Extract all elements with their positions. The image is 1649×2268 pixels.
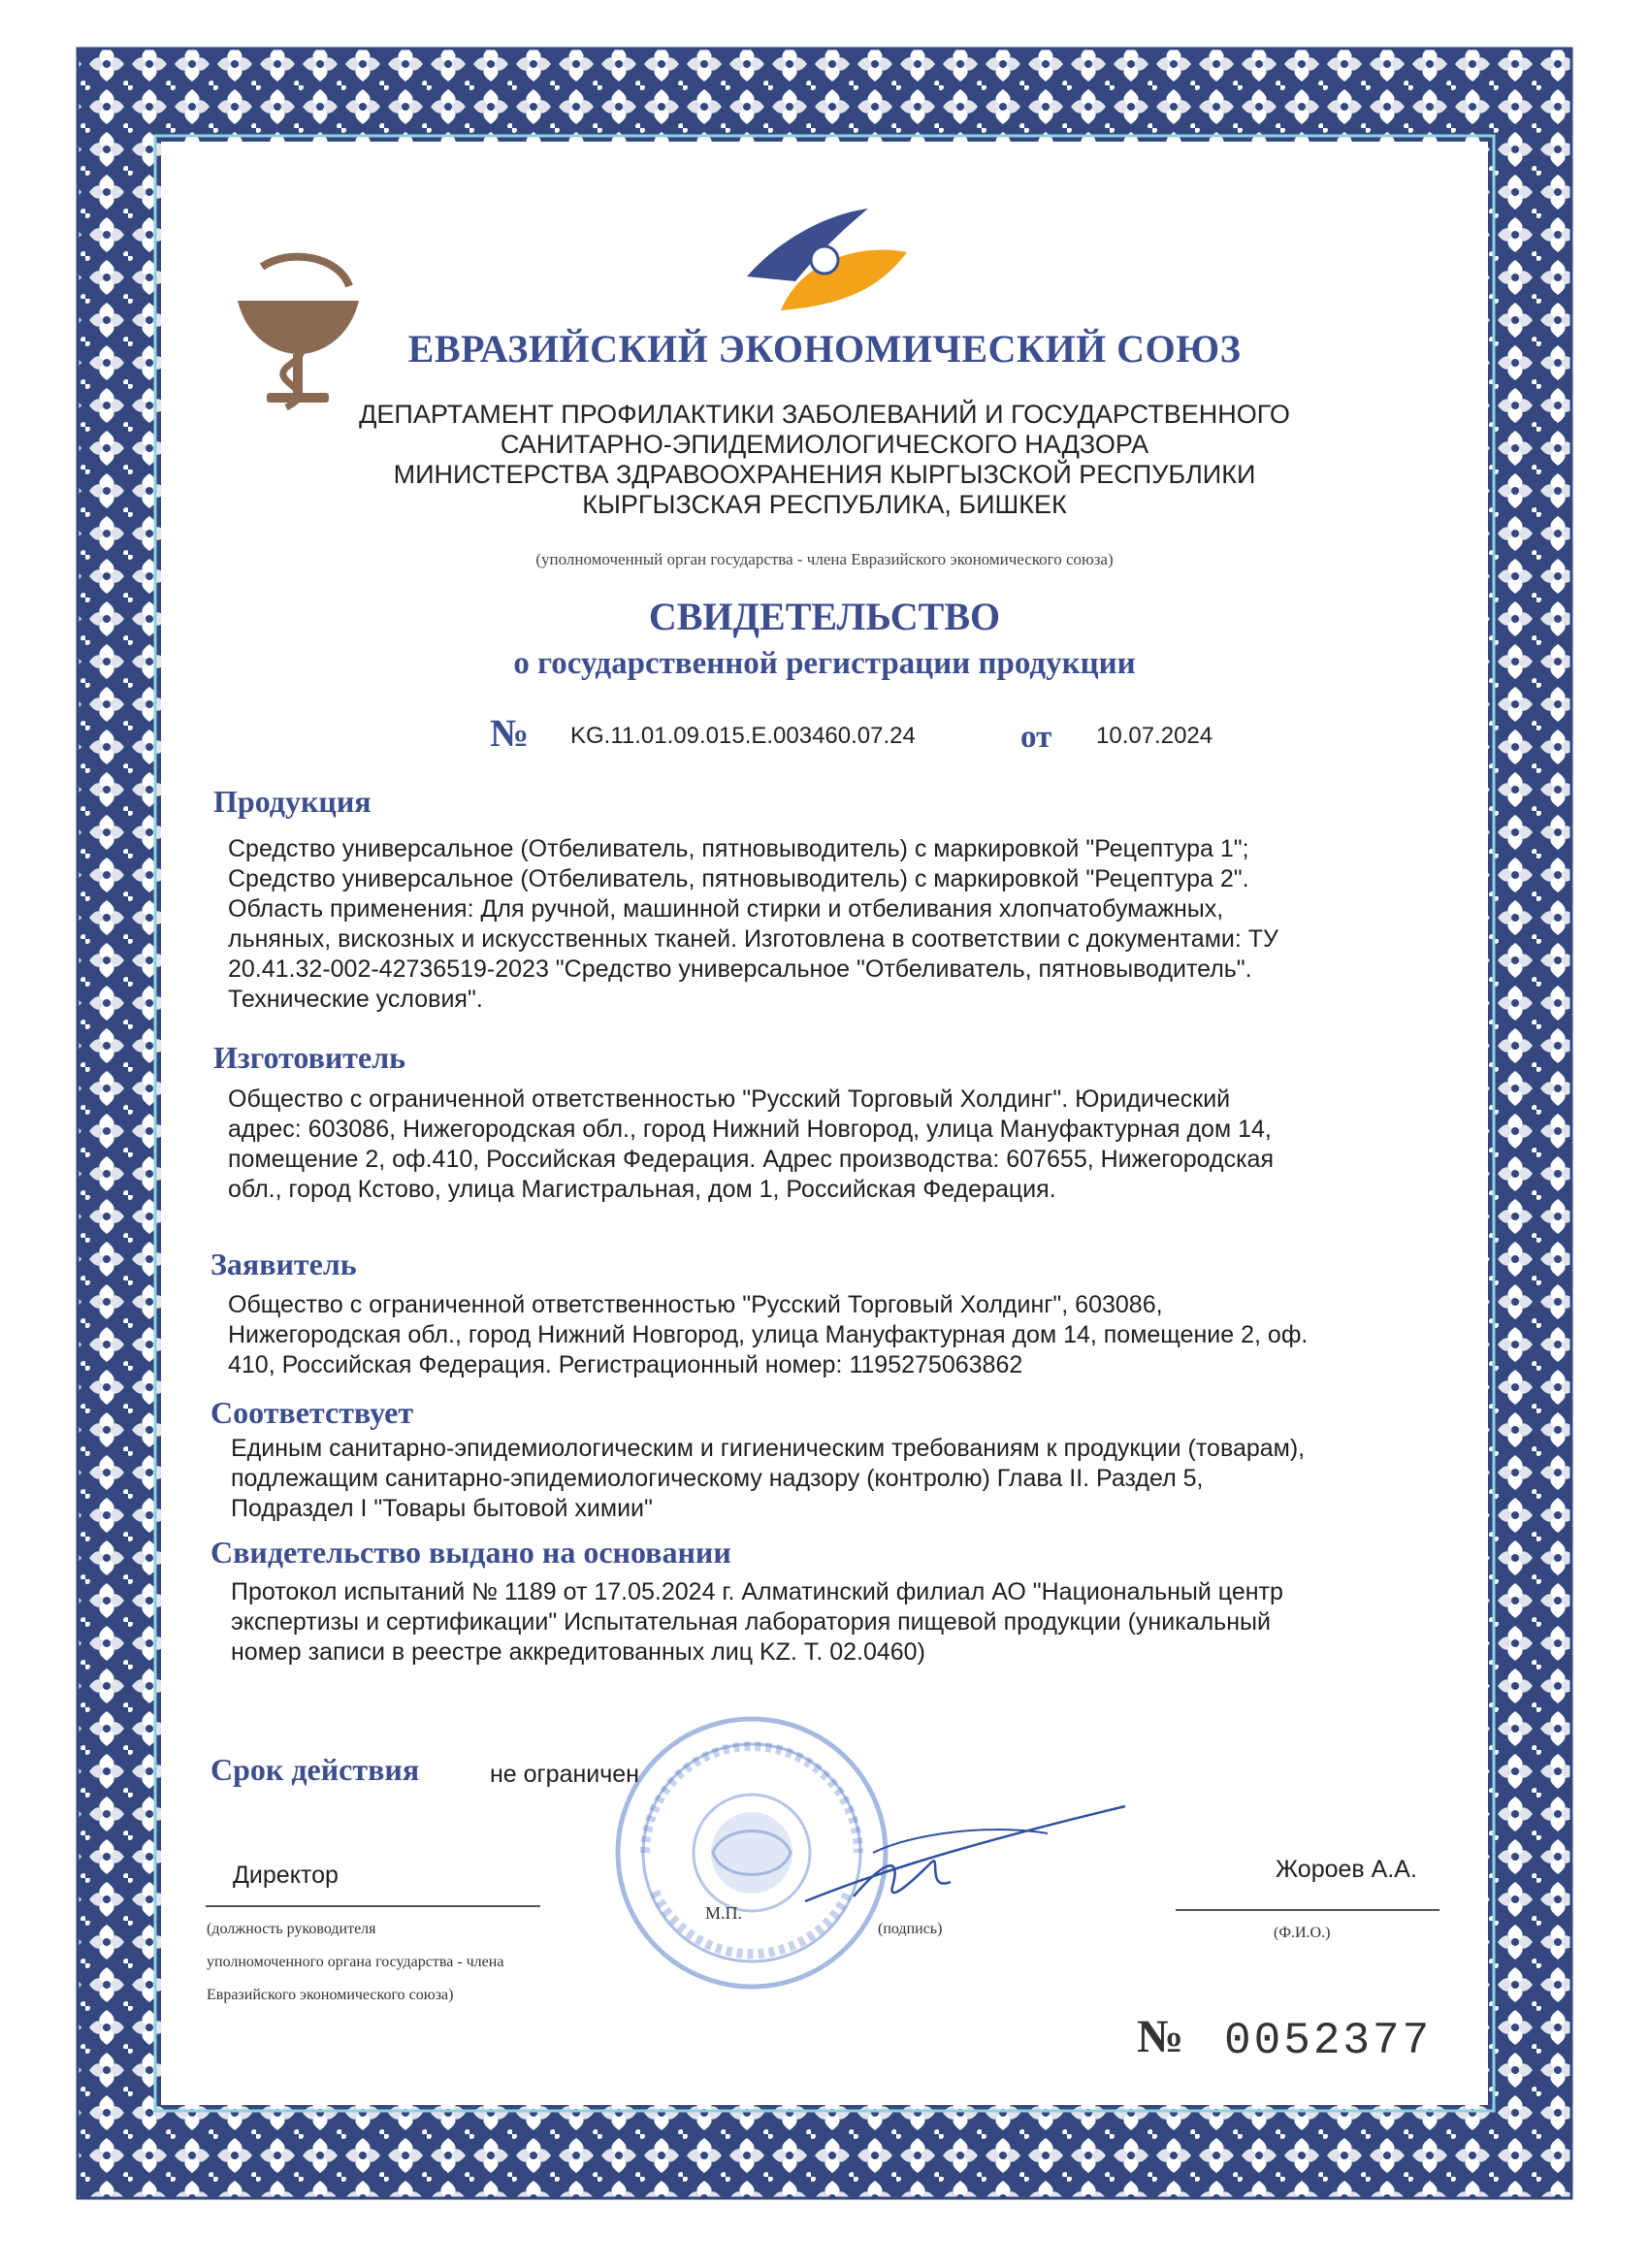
product-text — [228, 834, 1431, 1015]
product-heading: Продукция — [213, 784, 372, 819]
manufacturer-text — [228, 1085, 1431, 1205]
position-caption-line: (должность руководителя — [207, 1921, 376, 1937]
product-line: 20.41.32-002-42736519-2023 "Средство универсальное "Отбеливатель, пятновыводитель". — [228, 956, 1252, 983]
eaeu-logo-icon — [742, 204, 912, 315]
department-line-1: ДЕПАРТАМЕНТ ПРОФИЛАКТИКИ ЗАБОЛЕВАНИЙ И ГОСУДАРСТВЕННОГО — [359, 400, 1290, 429]
signatory-name: Жороев А.А. — [1276, 1856, 1417, 1883]
applicant-line: 410, Российская Федерация. Регистрационный номер: 1195275063862 — [228, 1351, 1023, 1378]
product-line: Область применения: Для ручной, машинной стирки и отбеливания хлопчатобумажных, — [228, 895, 1224, 923]
position-caption — [207, 1913, 595, 2012]
position-caption-line: уполномоченного органа государства - члена — [207, 1954, 504, 1970]
number-sign: № — [490, 711, 530, 755]
certificate-date: 10.07.2024 — [1096, 723, 1213, 749]
product-line: Технические условия". — [228, 986, 483, 1013]
conformity-line: Единым санитарно-эпидемиологическим и гигиеническим требованиям к продукции (товарам), — [231, 1435, 1306, 1462]
position-caption-line: Евразийского экономического союза) — [207, 1987, 454, 2003]
conformity-text — [231, 1434, 1463, 1524]
manufacturer-line: помещение 2, оф.410, Российская Федерация. Адрес производства: 607655, Нижегородская — [228, 1146, 1275, 1173]
serial-sign: № — [1137, 2011, 1184, 2062]
signature-mark — [795, 1795, 1135, 1921]
manufacturer-line: обл., город Кстово, улица Магистральная, дом 1, Российская Федерация. — [228, 1176, 1056, 1203]
validity-value: не ограничен — [490, 1761, 639, 1788]
product-line: Средство универсальное (Отбеливатель, пятновыводитель) с маркировкой "Рецептура 2". — [228, 865, 1249, 892]
manufacturer-heading: Изготовитель — [213, 1040, 406, 1075]
basis-line: экспертизы и сертификации" Испытательная лаборатория пищевой продукции (уникальный — [231, 1608, 1271, 1636]
product-line: Средство универсальное (Отбеливатель, пятновыводитель) с маркировкой "Рецептура 1"; — [228, 835, 1249, 862]
applicant-line: Общество с ограниченной ответственностью "Русский Торговый Холдинг", 603086, — [228, 1291, 1163, 1318]
basis-line: Протокол испытаний № 1189 от 17.05.2024 г. Алматинский филиал АО "Национальный центр — [231, 1578, 1283, 1605]
applicant-heading: Заявитель — [210, 1247, 357, 1281]
department-line-4: КЫРГЫЗСКАЯ РЕСПУБЛИКА, БИШКЕК — [582, 490, 1067, 519]
serial-number: 0052377 — [1224, 2016, 1433, 2066]
basis-text — [231, 1577, 1463, 1668]
date-prefix: от — [1020, 720, 1052, 755]
department-line-2: САНИТАРНО-ЭПИДЕМИОЛОГИЧЕСКОГО НАДЗОРА — [500, 430, 1149, 459]
conformity-line: Подраздел I "Товары бытовой химии" — [231, 1495, 653, 1522]
manufacturer-line: Общество с ограниченной ответственностью "Русский Торговый Холдинг". Юридический — [228, 1085, 1231, 1113]
basis-line: номер записи в реестре аккредитованных лиц KZ. Т. 02.0460) — [231, 1638, 925, 1666]
applicant-line: Нижегородская обл., город Нижний Новгород, улица Мануфактурная дом 14, помещение 2, оф. — [228, 1321, 1309, 1348]
department-line-3: МИНИСТЕРСТВА ЗДРАВООХРАНЕНИЯ КЫРГЫЗСКОЙ РЕСПУБЛИКИ — [393, 460, 1256, 489]
position-underline — [206, 1905, 540, 1907]
director-position: Директор — [233, 1862, 339, 1889]
authority-note: (уполномоченный орган государства - члена Евразийского экономического союза) — [535, 550, 1114, 568]
signature-caption: (подпись) — [878, 1921, 943, 1937]
manufacturer-line: адрес: 603086, Нижегородская обл., город Нижний Новгород, улица Мануфактурная дом 14, — [228, 1116, 1272, 1143]
stamp-label: М.П. — [705, 1903, 743, 1923]
conformity-line: подлежащим санитарно-эпидемиологическому надзору (контролю) Глава II. Раздел 5, — [231, 1465, 1204, 1492]
product-line: льняных, вискозных и искусственных тканей. Изготовлена в соответствии с документами: ТУ — [228, 925, 1278, 953]
name-underline — [1176, 1909, 1439, 1911]
union-title: ЕВРАЗИЙСКИЙ ЭКОНОМИЧЕСКИЙ СОЮЗ — [407, 327, 1242, 371]
name-caption: (Ф.И.О.) — [1274, 1925, 1331, 1941]
certificate-subtitle: о государственной регистрации продукции — [513, 646, 1136, 681]
validity-heading: Срок действия — [210, 1752, 420, 1787]
certificate-title: СВИДЕТЕЛЬСТВО — [648, 595, 1001, 638]
basis-heading: Свидетельство выдано на основании — [210, 1535, 731, 1570]
applicant-text — [228, 1290, 1460, 1380]
conformity-heading: Соответствует — [210, 1395, 414, 1430]
certificate-number: KG.11.01.09.015.E.003460.07.24 — [570, 723, 916, 749]
